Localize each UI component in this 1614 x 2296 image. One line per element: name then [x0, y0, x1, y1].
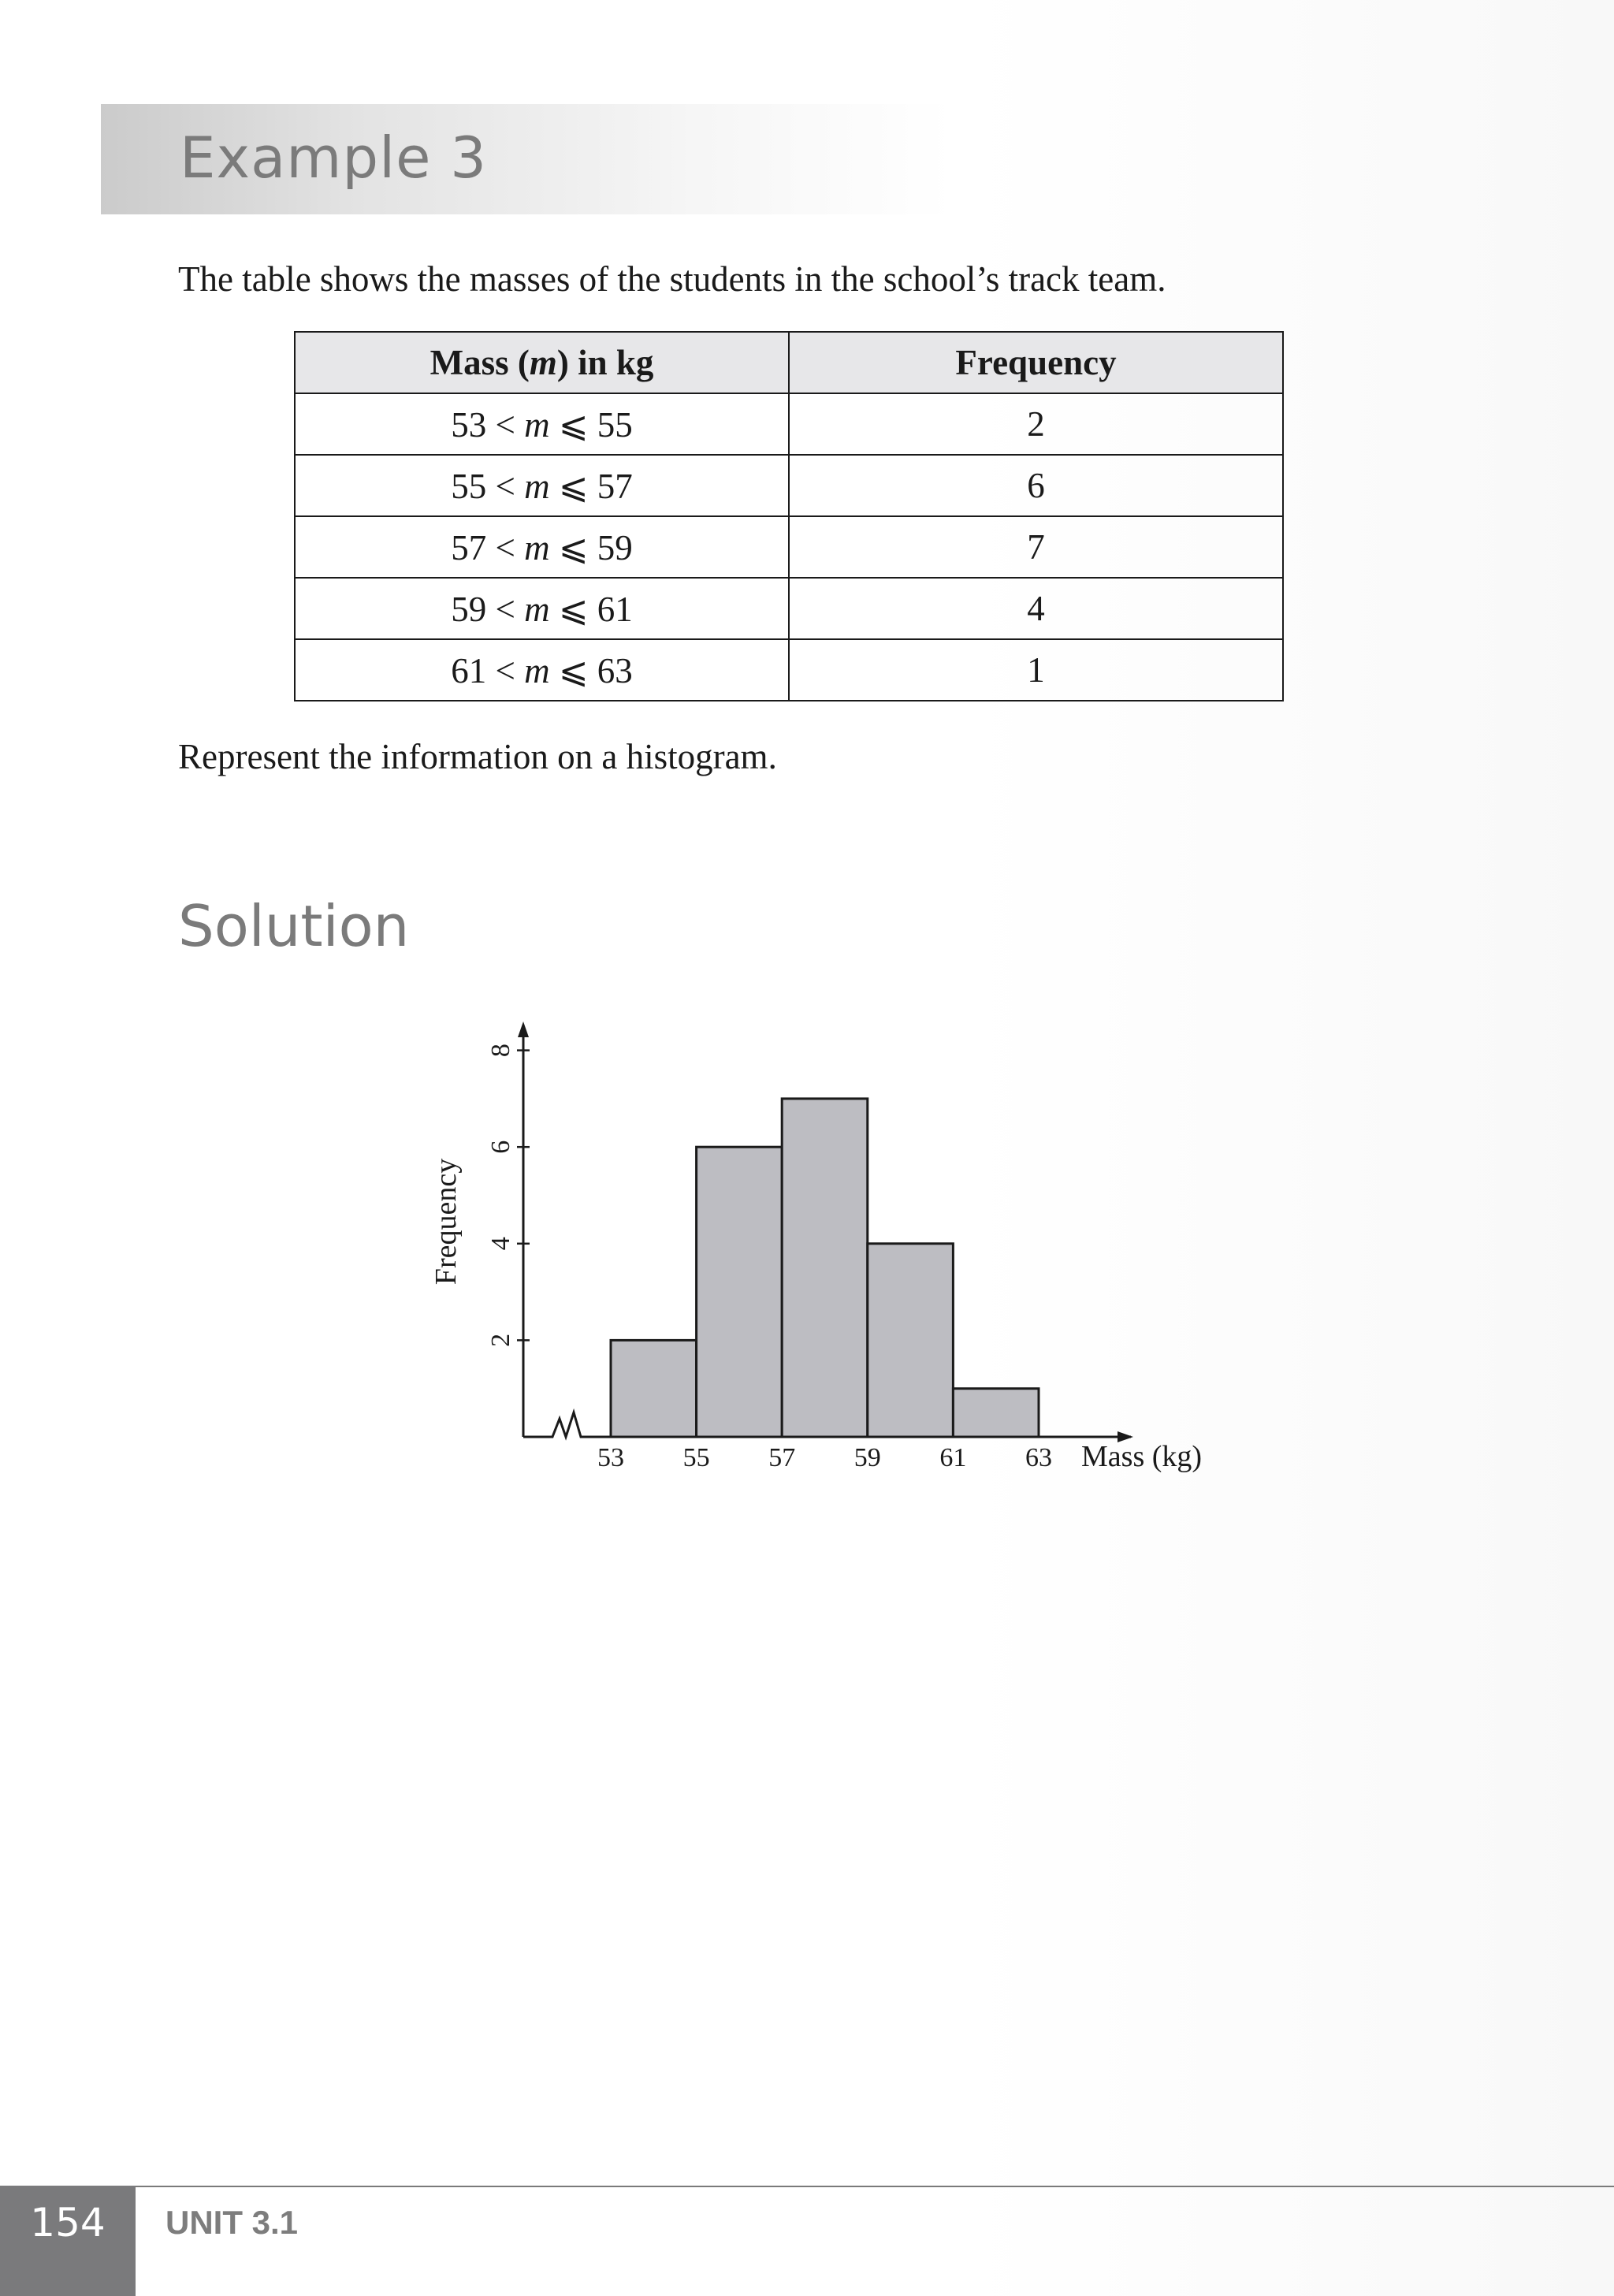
histogram-bar [782, 1099, 868, 1437]
histogram-bar [953, 1389, 1039, 1437]
table-row [295, 393, 1283, 455]
y-tick-label: 4 [485, 1237, 515, 1251]
y-axis-label: Frequency [430, 1158, 463, 1286]
x-tick-label: 59 [853, 1443, 881, 1472]
y-axis-arrow-icon [518, 1021, 529, 1037]
table-row [295, 455, 1283, 516]
y-tick-label: 2 [485, 1333, 515, 1347]
instruction-text: Represent the information on a histogram. [178, 737, 777, 776]
unit-label: UNIT 3.1 [165, 2204, 299, 2241]
footer-rule [0, 2186, 1614, 2187]
mass-cell: 53 < m ⩽ 55 [295, 393, 789, 455]
frequency-cell: 4 [789, 578, 1283, 639]
table-row [295, 516, 1283, 578]
x-tick-label: 57 [768, 1443, 796, 1472]
mass-cell: 61 < m ⩽ 63 [295, 639, 789, 701]
mass-cell: 59 < m ⩽ 61 [295, 578, 789, 639]
y-tick-label: 6 [485, 1140, 515, 1154]
x-ticks [597, 1443, 1052, 1472]
x-tick-label: 53 [597, 1443, 624, 1472]
solution-title: Solution [178, 893, 410, 959]
histogram-chart [410, 1009, 1245, 1498]
mass-cell: 57 < m ⩽ 59 [295, 516, 789, 578]
x-tick-label: 61 [939, 1443, 967, 1472]
table-header-row [295, 332, 1283, 393]
frequency-cell: 6 [789, 455, 1283, 516]
histogram-bar [868, 1244, 954, 1437]
x-tick-label: 55 [682, 1443, 710, 1472]
frequency-column-header: Frequency [789, 332, 1283, 393]
mass-column-header [295, 332, 789, 393]
histogram-bars [611, 1099, 1039, 1437]
frequency-cell: 2 [789, 393, 1283, 455]
frequency-cell: 1 [789, 639, 1283, 701]
mass-header-label: Mass (m) in kg [430, 343, 654, 382]
page-number: 154 [30, 2200, 106, 2246]
x-axis-label: Mass (kg) [1081, 1440, 1203, 1473]
table-row [295, 578, 1283, 639]
histogram-bar [611, 1340, 697, 1437]
histogram-bar [697, 1147, 783, 1437]
frequency-table [294, 331, 1284, 701]
y-tick-label: 8 [485, 1044, 515, 1058]
intro-text: The table shows the masses of the students in the school’s track team. [178, 259, 1166, 299]
table-row [295, 639, 1283, 701]
x-tick-label: 63 [1025, 1443, 1052, 1472]
example-title: Example 3 [180, 125, 488, 191]
frequency-cell: 7 [789, 516, 1283, 578]
mass-cell: 55 < m ⩽ 57 [295, 455, 789, 516]
